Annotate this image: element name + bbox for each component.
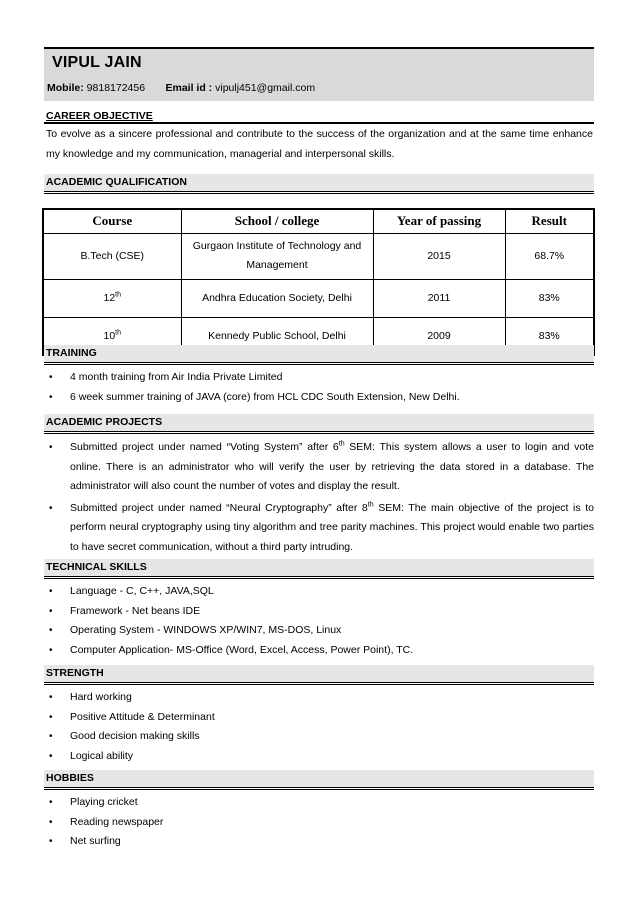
list-item: • Net surfing: [46, 832, 594, 852]
list-item: • 4 month training from Air India Private Limited: [46, 368, 594, 388]
course-cell: 12th: [43, 279, 181, 317]
list-item: • Framework - Net beans IDE: [46, 602, 594, 622]
email-address: vipulj451@gmail.com: [215, 82, 316, 94]
section-title: ACADEMIC QUALIFICATION: [46, 176, 187, 188]
contact-line: [47, 82, 315, 94]
mobile-number: 9818172456: [86, 82, 146, 94]
list-item: • Submitted project under named “Neural Cryptography” after 8th SEM: The main objective of the project is to perform neural cryptography using tiny algorithm and tree parity machines. This project would enable two parties to have secret communication, without a third party intruding.: [46, 499, 594, 558]
bullet-icon: •: [49, 605, 53, 617]
career-objective-text: To evolve as a sincere professional and contribute to the success of the organization and at the same time enhance my knowledge and my communication, managerial and interpersonal skills.: [46, 128, 593, 160]
year-cell: 2015: [373, 233, 505, 279]
training-list: [46, 368, 594, 407]
list-item: • Good decision making skills: [46, 727, 594, 747]
bullet-icon: •: [49, 391, 53, 403]
projects-list: [46, 438, 594, 557]
qualification-table: [42, 208, 595, 356]
section-strength: [44, 661, 594, 685]
bullet-icon: •: [49, 816, 53, 828]
result-cell: 68.7%: [505, 233, 594, 279]
bullet-icon: •: [49, 442, 53, 453]
section-title: TRAINING: [46, 347, 97, 359]
list-item: • Operating System - WINDOWS XP/WIN7, MS-DOS, Linux: [46, 621, 594, 641]
email-label: Email id :: [165, 82, 213, 94]
school-cell: Gurgaon Institute of Technology and Management: [181, 233, 373, 279]
school-cell: Andhra Education Society, Delhi: [181, 279, 373, 317]
school-cell: Kennedy Public School, Delhi: [181, 317, 373, 355]
column-header: Course: [43, 209, 181, 233]
candidate-name: VIPUL JAIN: [52, 54, 142, 71]
list-item: • Language - C, C++, JAVA,SQL: [46, 582, 594, 602]
mobile-label: Mobile:: [47, 82, 84, 94]
result-cell: 83%: [505, 317, 594, 355]
column-header: School / college: [181, 209, 373, 233]
bullet-icon: •: [49, 502, 53, 514]
bullet-icon: •: [49, 625, 53, 636]
bullet-icon: •: [49, 644, 53, 656]
strength-list: [46, 688, 594, 766]
resume-header: [44, 47, 594, 101]
table-row: [43, 233, 594, 279]
course-cell: 10th: [43, 317, 181, 355]
section-hobbies: [44, 766, 594, 790]
section-title: CAREER OBJECTIVE: [46, 110, 153, 122]
section-academic-projects: [44, 410, 594, 434]
course-cell: B.Tech (CSE): [43, 233, 181, 279]
section-title: STRENGTH: [46, 667, 104, 679]
bullet-icon: •: [49, 750, 53, 762]
list-item: • Logical ability: [46, 747, 594, 767]
result-cell: 83%: [505, 279, 594, 317]
list-item: • Submitted project under named “Voting System” after 6th SEM: This system allows a user to login and vote online. There is an administrator who will verify the user by retrieving the data stored in a database. The administrator will also count the number of votes and display the result.: [46, 438, 594, 497]
section-title: ACADEMIC PROJECTS: [46, 416, 163, 428]
list-item: • Reading newspaper: [46, 813, 594, 833]
table-header-row: [43, 209, 594, 233]
list-item: • Playing cricket: [46, 793, 594, 813]
year-cell: 2009: [373, 317, 505, 355]
technical-skills-list: [46, 582, 594, 660]
bullet-icon: •: [49, 372, 53, 383]
list-item: • Positive Attitude & Determinant: [46, 708, 594, 728]
column-header: Year of passing: [373, 209, 505, 233]
column-header: Result: [505, 209, 594, 233]
bullet-icon: •: [49, 711, 53, 723]
bullet-icon: •: [49, 586, 53, 597]
year-cell: 2011: [373, 279, 505, 317]
section-training: [44, 341, 594, 365]
section-academic-qualification: [44, 170, 594, 194]
section-title: TECHNICAL SKILLS: [46, 561, 147, 573]
list-item: • Hard working: [46, 688, 594, 708]
list-item: • Computer Application- MS-Office (Word, Excel, Access, Power Point), TC.: [46, 641, 594, 661]
bullet-icon: •: [49, 797, 53, 808]
section-technical-skills: [44, 555, 594, 579]
bullet-icon: •: [49, 836, 53, 847]
bullet-icon: •: [49, 731, 53, 742]
hobbies-list: [46, 793, 594, 852]
section-title: HOBBIES: [46, 772, 94, 784]
table-row: [43, 279, 594, 317]
list-item: • 6 week summer training of JAVA (core) from HCL CDC South Extension, New Delhi.: [46, 388, 594, 408]
bullet-icon: •: [49, 692, 53, 703]
